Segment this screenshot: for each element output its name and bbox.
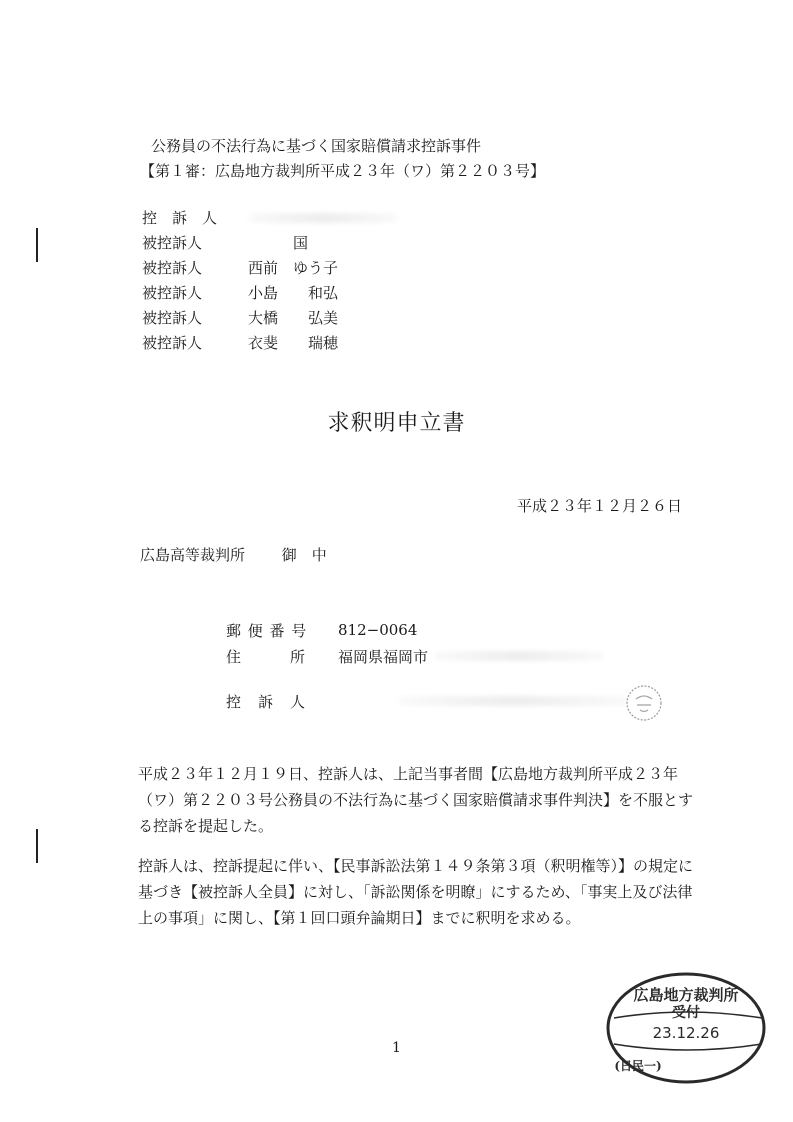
redacted-name — [248, 213, 398, 223]
address-row — [226, 643, 604, 669]
party-row — [142, 255, 402, 280]
party-name: 大橋 弘美 — [248, 309, 339, 327]
party-row — [142, 280, 402, 305]
stamp-date: 23.12.26 — [652, 1024, 720, 1042]
margin-mark-bottom — [36, 829, 38, 863]
margin-mark-top — [36, 228, 38, 262]
redacted-address — [434, 651, 604, 661]
stamp-court-name: 広島地方裁判所 — [633, 986, 739, 1004]
party-row — [142, 205, 402, 230]
party-role: 被控訴人 — [142, 309, 203, 327]
court-receipt-stamp — [600, 966, 768, 1086]
stamp-division: (日民一) — [614, 1059, 662, 1073]
addressee-court: 広島高等裁判所 — [140, 546, 246, 564]
party-row — [142, 230, 402, 255]
document-date: 平成２３年１２月２６日 — [517, 497, 683, 515]
party-row — [142, 330, 402, 355]
party-role: 控 訴 人 — [142, 209, 218, 227]
case-title: 公務員の不法行為に基づく国家賠償請求控訴事件 — [151, 137, 482, 155]
body-paragraph-1-text: 平成２３年１２月１９日、控訴人は、上記当事者間【広島地方裁判所平成２３年（ワ）第２２０３号公務員の不法行為に基づく国家賠償請求事件判決】を不服とする控訴を提起した。 — [138, 765, 694, 835]
applicant-label: 控 訴 人 — [226, 692, 307, 711]
body-paragraph-2 — [138, 853, 703, 931]
addressee-honorific: 御 中 — [281, 546, 327, 564]
party-list — [142, 205, 402, 355]
address-label: 住 所 — [226, 647, 307, 666]
body-paragraph-1 — [138, 761, 703, 839]
party-name: 国 — [248, 234, 309, 252]
body-paragraph-2-text: 控訴人は、控訴提起に伴い、【民事訴訟法第１４９条第３項（釈明権等）】の規定に基づき【被控訴人全員】に対し、「訴訟関係を明瞭」にするため、「事実上及び法律上の事項」に関し、【第１回口頭弁論期日】までに釈明を求める。 — [138, 857, 694, 927]
stamp-received-label: 受付 — [672, 1005, 700, 1021]
document-title: 求釈明申立書 — [327, 411, 466, 436]
party-name: 小島 和弘 — [248, 284, 339, 302]
party-name: 西前 ゆう子 — [248, 259, 339, 277]
personal-seal — [624, 683, 664, 723]
party-role: 被控訴人 — [142, 334, 203, 352]
sender-block — [226, 617, 604, 669]
postal-code-row — [226, 617, 604, 643]
party-role: 被控訴人 — [142, 234, 203, 252]
addressee — [140, 544, 327, 565]
party-role: 被控訴人 — [142, 284, 203, 302]
party-name: 衣斐 瑞穂 — [248, 334, 339, 352]
party-row — [142, 305, 402, 330]
postal-code-label: 郵 便 番 号 — [226, 621, 308, 640]
address-value: 福岡県福岡市 — [338, 647, 429, 666]
redacted-applicant-name — [398, 696, 628, 706]
postal-code-value: 812−0064 — [338, 621, 418, 639]
case-number: 【第１審：広島地方裁判所平成２３年（ワ）第２２０３号】 — [140, 162, 546, 180]
applicant-row — [226, 688, 628, 714]
page-number: 1 — [392, 1040, 401, 1056]
party-role: 被控訴人 — [142, 259, 203, 277]
